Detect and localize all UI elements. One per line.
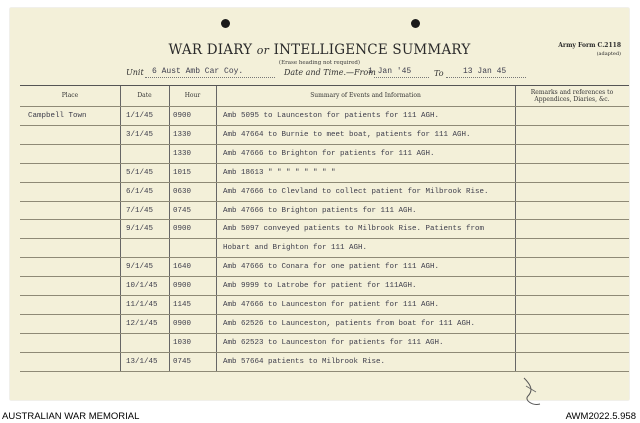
- cell-hour: 1640: [173, 263, 192, 272]
- page-title: WAR DIARY or INTELLIGENCE SUMMARY: [168, 42, 471, 58]
- to-value: 13 Jan 45: [463, 67, 507, 76]
- col-header-summary: Summary of Events and Information: [310, 92, 421, 99]
- cell-summary: Hobart and Brighton for 111 AGH.: [223, 244, 368, 253]
- cell-date: 13/1/45: [126, 357, 158, 366]
- cell-hour: 1330: [173, 149, 192, 158]
- col-header-place: Place: [61, 92, 79, 99]
- unit-label: Unit: [126, 68, 144, 77]
- cell-summary: Amb 57664 patients to Milbrook Rise.: [223, 357, 386, 366]
- cell-summary: Amb 62526 to Launceston, patients from boat for 111 AGH.: [223, 319, 476, 328]
- cell-hour: 0630: [173, 187, 192, 196]
- cell-summary: Amb 47664 to Burnie to meet boat, patients for 111 AGH.: [223, 130, 471, 139]
- cell-summary: Amb 18613 " " " " " " " ": [223, 168, 336, 177]
- cell-hour: 1330: [173, 130, 192, 139]
- unit-value: 6 Aust Amb Car Coy.: [152, 67, 244, 76]
- cell-summary: Amb 47666 to Launceston for patient for 111 AGH.: [223, 301, 440, 309]
- cell-date: 1/1/45: [126, 112, 154, 120]
- to-underline: [446, 77, 526, 78]
- cell-summary: Amb 47666 to Brighton for patients for 111 AGH.: [223, 149, 435, 158]
- cell-date: 9/1/45: [126, 225, 154, 234]
- cell-hour: 0900: [173, 225, 192, 234]
- cell-summary: Amb 47666 to Brighton patients for 111 AGH.: [223, 206, 417, 215]
- cell-date: 7/1/45: [126, 206, 154, 215]
- date-label: Date and Time.—From: [284, 68, 376, 77]
- cell-date: 5/1/45: [126, 168, 154, 177]
- cell-summary: Amb 47666 to Conara for one patient for 111 AGH.: [223, 263, 440, 272]
- footer-reference: AWM2022.5.958: [565, 411, 636, 422]
- cell-summary: Amb 9999 to Latrobe for patient for 111AGH.: [223, 282, 417, 291]
- unit-underline: [145, 77, 275, 78]
- footer-source: AUSTRALIAN WAR MEMORIAL: [2, 411, 140, 422]
- from-value: 1 Jan '45: [368, 67, 412, 76]
- cell-hour: 0900: [173, 319, 192, 328]
- cell-hour: 1145: [173, 301, 192, 309]
- cell-hour: 0745: [173, 357, 192, 366]
- punch-hole-left: [221, 19, 230, 28]
- cell-date: 11/1/45: [126, 301, 158, 309]
- cell-summary: Amb 62523 to Launceston for patients for 111 AGH.: [223, 338, 444, 347]
- cell-summary: Amb 5097 conveyed patients to Milbrook Rise. Patients from: [223, 225, 485, 234]
- diary-page: [10, 8, 629, 400]
- from-underline: [374, 77, 429, 78]
- col-header-hour: Hour: [184, 92, 201, 99]
- cell-hour: 1015: [173, 168, 192, 177]
- diary-table: [20, 85, 629, 372]
- cell-place: Campbell Town: [28, 112, 87, 120]
- cell-date: 12/1/45: [126, 319, 158, 328]
- army-form-label: Army Form C.2118 (adapted): [558, 42, 621, 57]
- cell-date: 6/1/45: [126, 187, 154, 196]
- cell-summary: Amb 5095 to Launceston for patients for 111 AGH.: [223, 112, 440, 120]
- cell-summary: Amb 47666 to Clevland to collect patient for Milbrook Rise.: [223, 187, 489, 196]
- to-label: To: [434, 69, 444, 78]
- cell-hour: 0745: [173, 206, 192, 215]
- page-subtitle: (Erase heading not required): [278, 60, 361, 66]
- cell-date: 10/1/45: [126, 282, 158, 291]
- cell-hour: 1030: [173, 338, 192, 347]
- cell-hour: 0900: [173, 282, 192, 291]
- cell-date: 3/1/45: [126, 130, 154, 139]
- cell-hour: 0900: [173, 112, 192, 120]
- col-header-remarks: Remarks and references to Appendices, Diaries, &c.: [530, 89, 614, 103]
- pencil-mark-icon: [520, 376, 544, 412]
- col-header-date: Date: [137, 92, 152, 99]
- punch-hole-right: [411, 19, 420, 28]
- cell-date: 9/1/45: [126, 263, 154, 272]
